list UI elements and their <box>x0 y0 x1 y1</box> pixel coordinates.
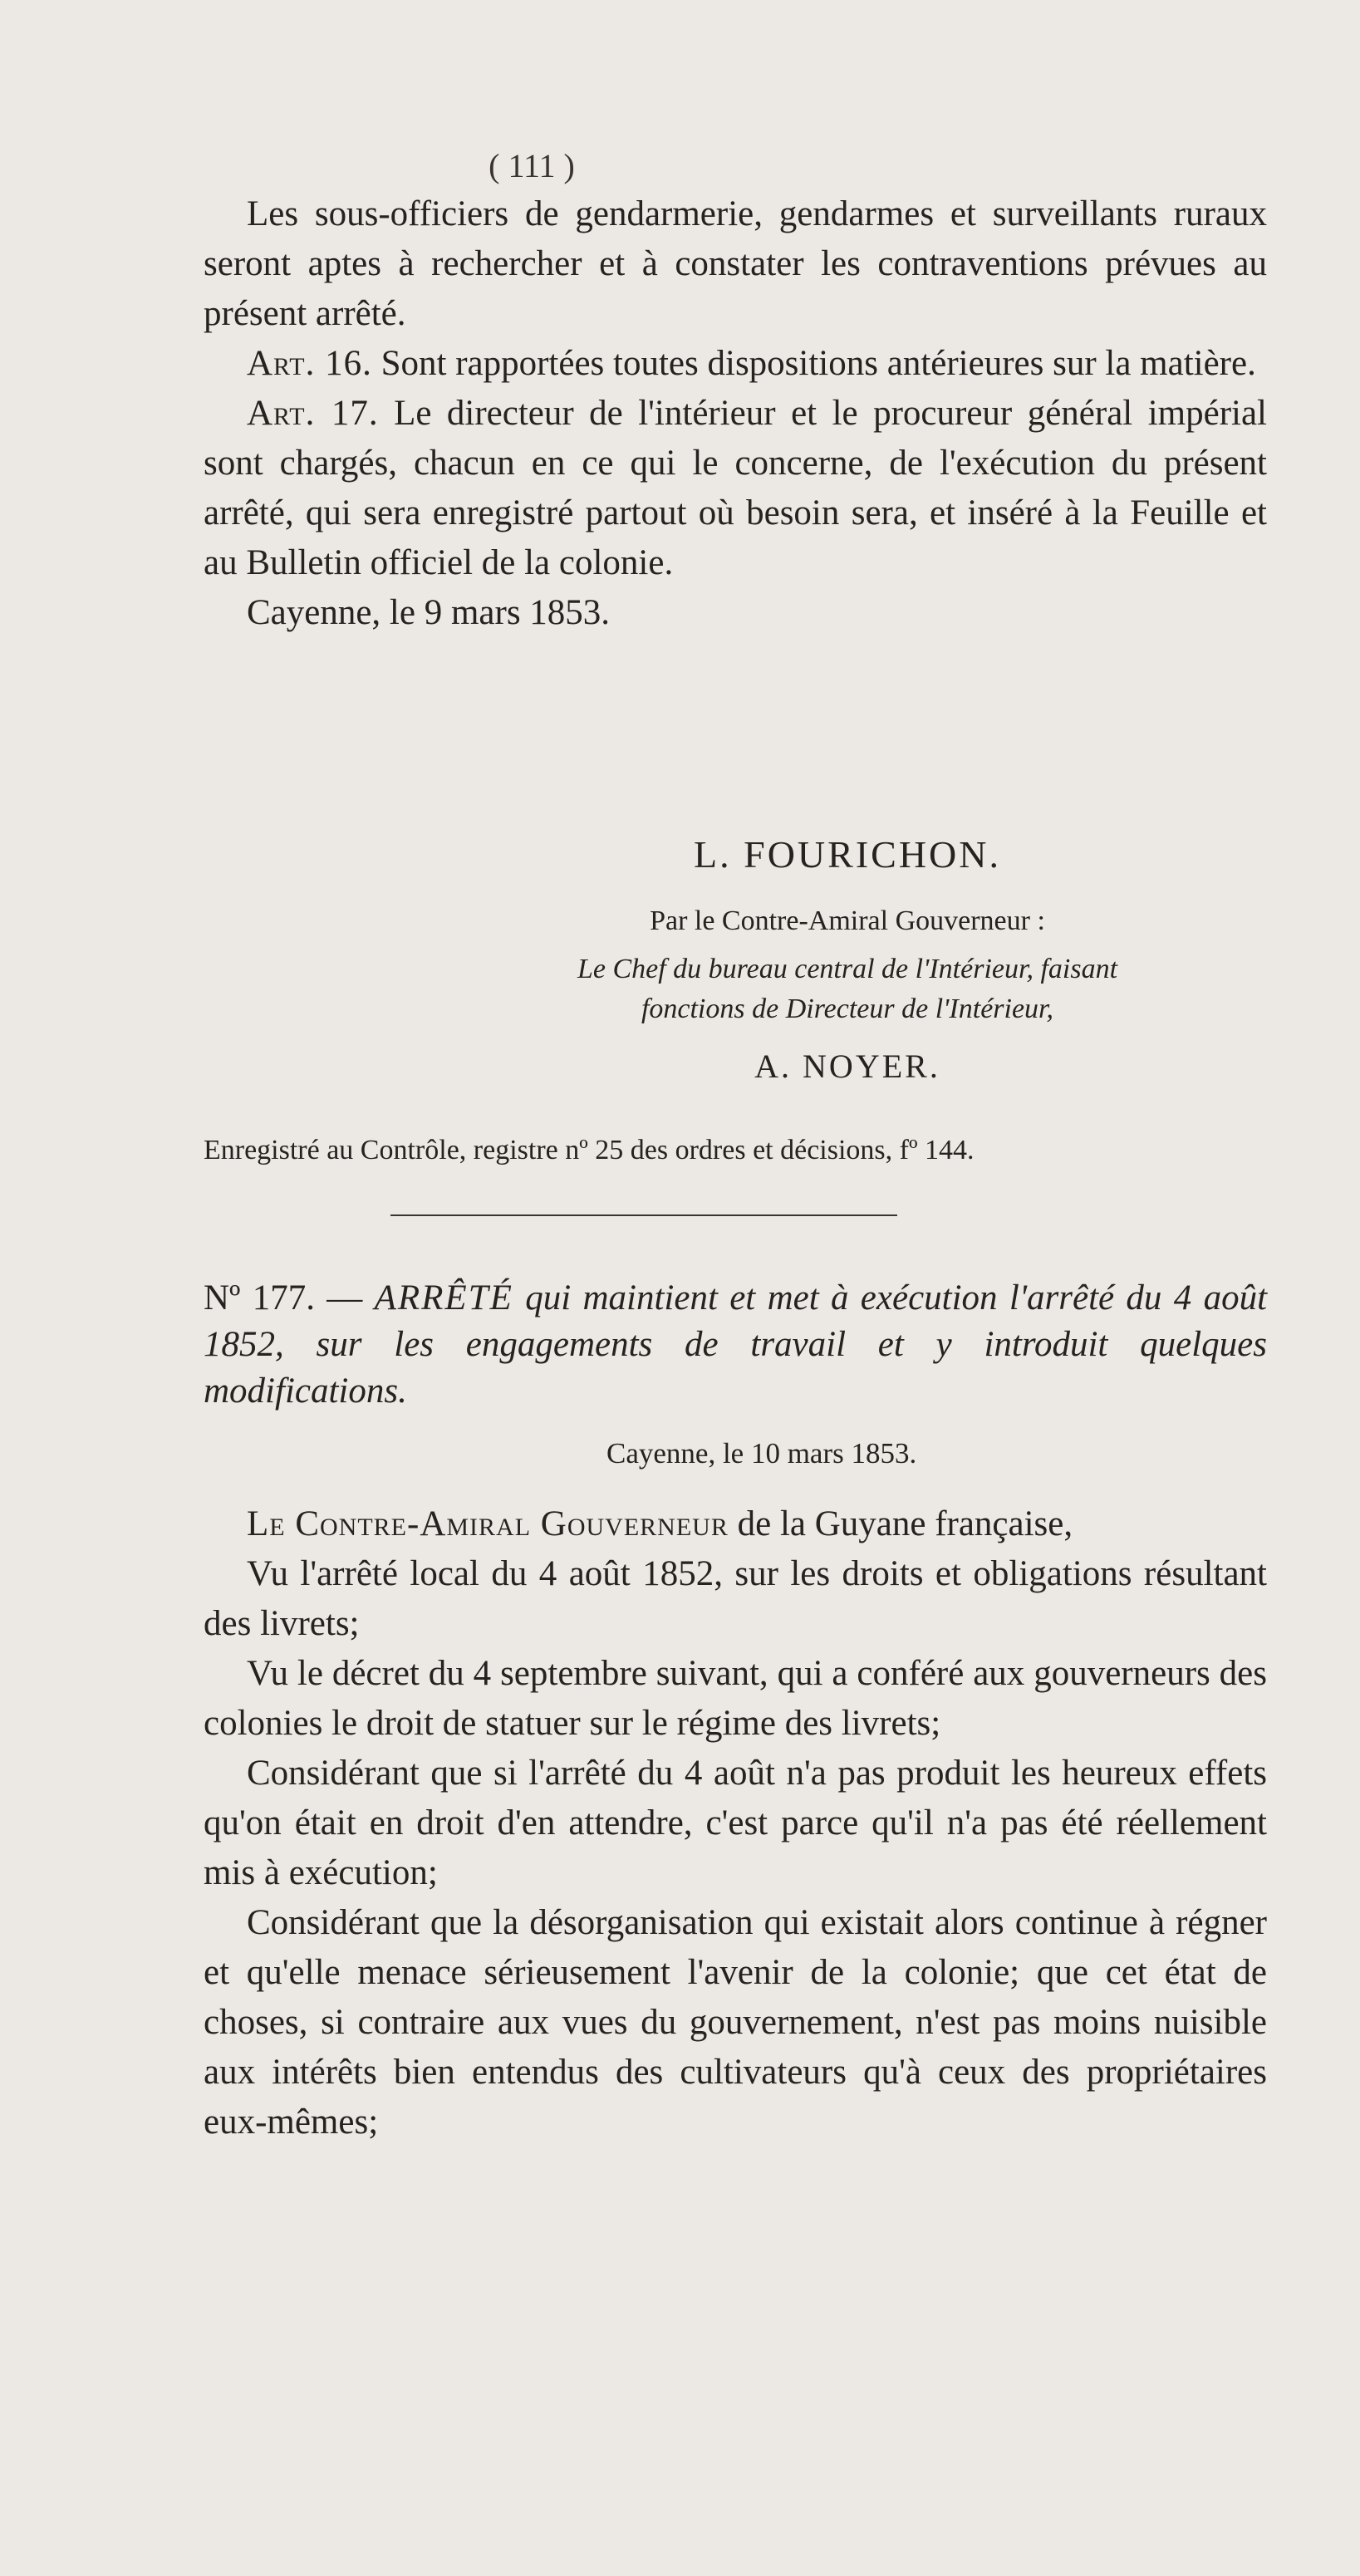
vu-paragraph-2: Vu le décret du 4 septembre suivant, qui a conféré aux gouverneurs des colonies le droit de statuer sur le régime des livrets; <box>204 1654 1267 1743</box>
article-16 <box>204 339 1267 389</box>
decree-heading: ARRÊTÉ <box>374 1278 513 1317</box>
decree-title <box>204 1275 1267 1415</box>
decree-number: Nº 177. — <box>204 1278 363 1317</box>
signatory-fourichon: L. FOURICHON. <box>694 833 1001 876</box>
registration-note: Enregistré au Contrôle, registre nº 25 des ordres et décisions, fº 144. <box>204 1135 975 1165</box>
vu-paragraph-1: Vu l'arrêté local du 4 août 1852, sur les droits et obligations résultant des livrets; <box>204 1554 1267 1643</box>
article-17 <box>204 389 1267 588</box>
signatory-noyer: A. NOYER. <box>754 1048 940 1085</box>
governor-territory: de la Guyane française, <box>737 1504 1073 1543</box>
considerant-paragraph-2: Considérant que la désorganisation qui existait alors continue à régner et qu'elle menace sérieusement l'avenir de la colonie; que cet état de choses, si contraire aux vues du gouvernement, n'est pas moins nuisible aux intérêts bien entendus des cultivateurs qu'à ceux des propriétaires eux-mêmes; <box>204 1903 1267 2142</box>
by-order-line: Par le Contre-Amiral Gouverneur : <box>650 905 1045 936</box>
decree-body <box>204 1499 1267 2147</box>
governor-title: Le Contre-Amiral Gouverneur <box>247 1504 729 1543</box>
chef-line-2: fonctions de Directeur de l'Intérieur, <box>641 994 1054 1024</box>
section-divider <box>390 1214 897 1216</box>
chef-line-1: Le Chef du bureau central de l'Intérieur, faisant <box>577 954 1118 984</box>
page-number: ( 111 ) <box>489 147 575 184</box>
considerant-paragraph-1: Considérant que si l'arrêté du 4 août n'a pas produit les heureux effets qu'on était en droit d'en attendre, c'est parce qu'il n'a pas été réellement mis à exécution; <box>204 1754 1267 1892</box>
article-16-label: Art. 16. <box>247 344 372 383</box>
paragraph-gendarmerie: Les sous-officiers de gendarmerie, gendarmes et surveillants ruraux seront aptes à rechercher et à constater les contraventions prévues au présent arrêté. <box>204 194 1267 333</box>
article-17-label: Art. 17. <box>247 394 379 433</box>
article-17-text: Le directeur de l'intérieur et le procureur général impérial sont chargés, chacun en ce qui le concerne, de l'exécution du présent arrêté, qui sera enregistré partout où besoin sera, et inséré à la Feuille et au Bulletin officiel de la colonie. <box>204 394 1267 582</box>
closing-articles <box>204 189 1267 638</box>
governor-line <box>204 1499 1267 1549</box>
decree-date: Cayenne, le 10 mars 1853. <box>606 1437 917 1470</box>
decree-subject: qui maintient et met à exécution l'arrêté du 4 août 1852, sur les engagements de travail et y introduit quelques modifications. <box>204 1278 1268 1411</box>
article-16-text: Sont rapportées toutes dispositions antérieures sur la matière. <box>381 344 1256 383</box>
date-signed: Cayenne, le 9 mars 1853. <box>247 593 611 632</box>
